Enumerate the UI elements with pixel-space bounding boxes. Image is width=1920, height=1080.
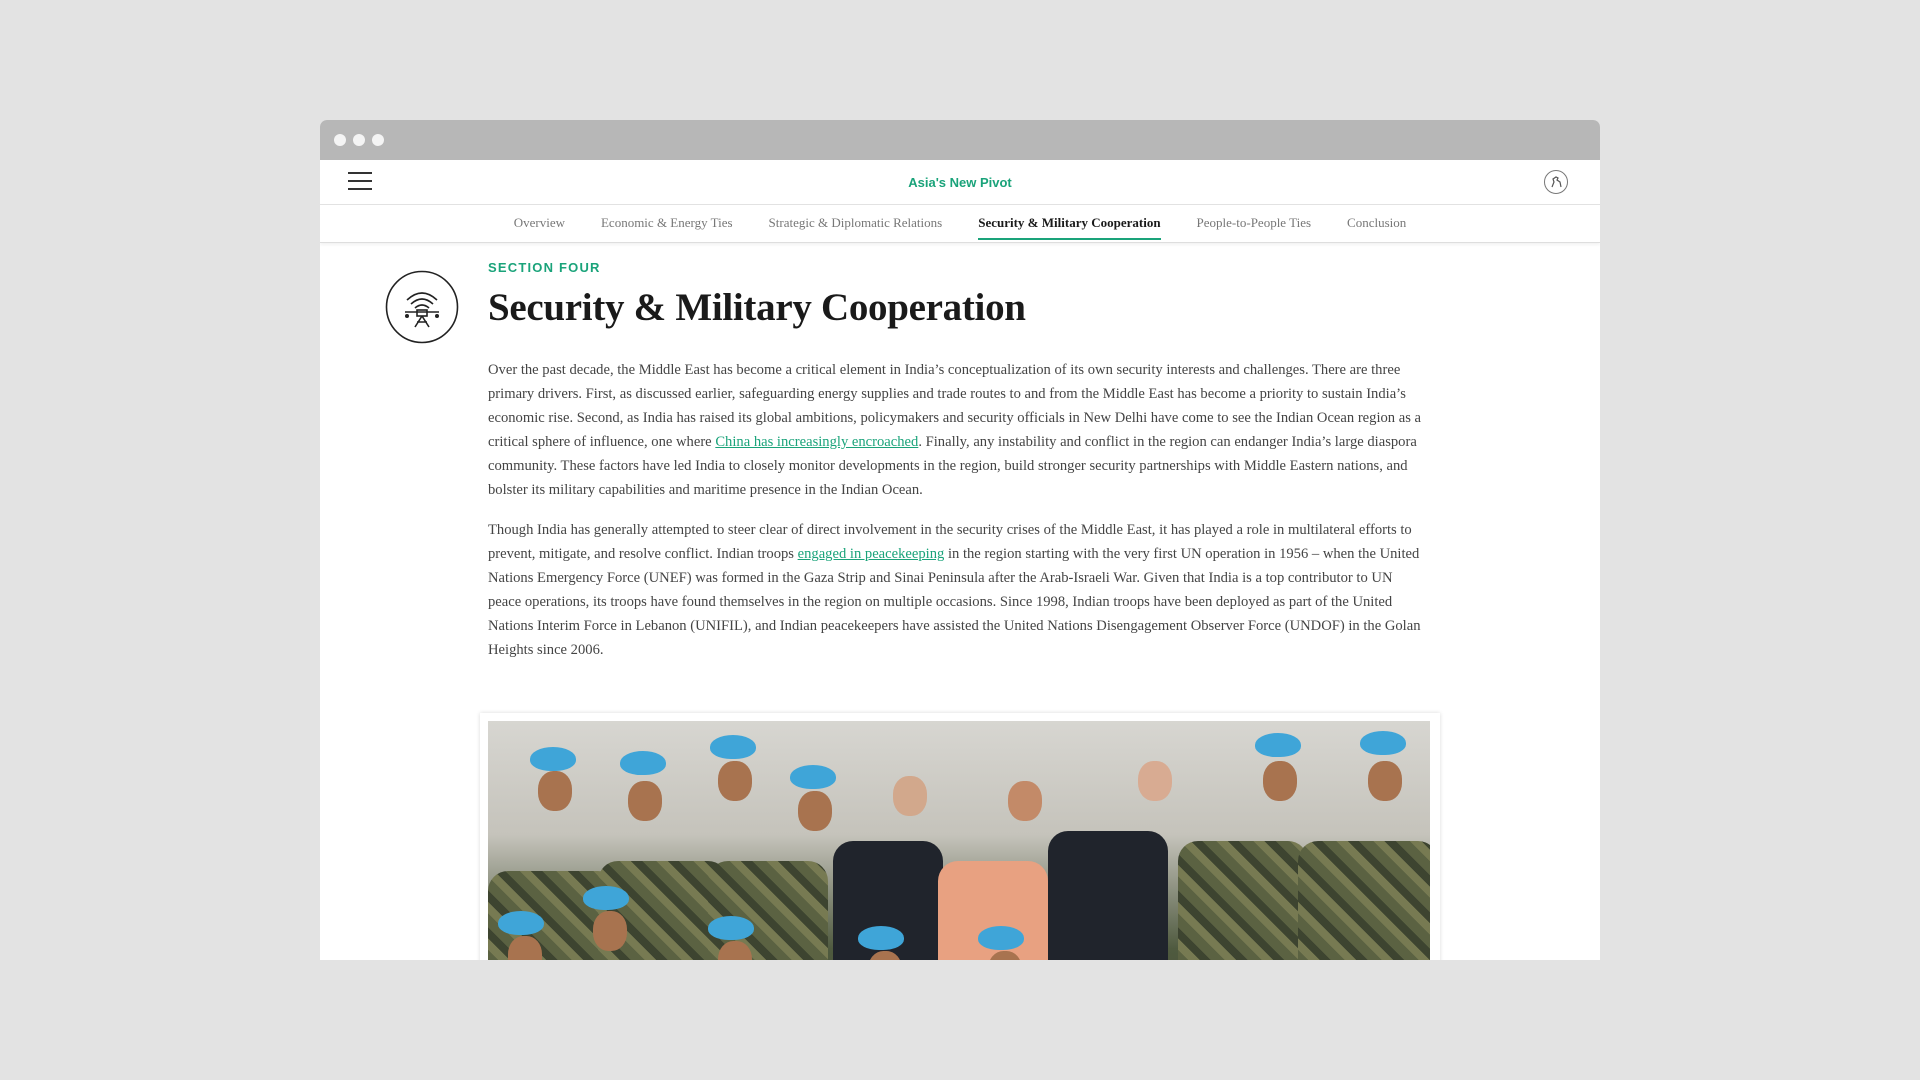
article-paragraph — [488, 358, 1428, 502]
publisher-logo-icon[interactable] — [1544, 170, 1568, 194]
article-figure — [480, 713, 1440, 960]
hamburger-menu-icon[interactable] — [348, 172, 372, 192]
tab-security-military-cooperation[interactable]: Security & Military Cooperation — [978, 207, 1160, 240]
paragraph-text: in the region starting with the very first UN operation in 1956 – when the United Nations Emergency Force (UNEF) was formed in the Gaza Strip and Sinai Peninsula after the Arab-Israeli War. Given that India is a top contributor to UN peace operations, its troops have found themselves in the region on multiple occasions. Since 1998, Indian troops have been deployed as part of the United Nations Interim Force in Lebanon (UNIFIL), and Indian peacekeepers have assisted the United Nations Disengagement Observer Force (UNDOF) in the Golan Heights since 2006. — [488, 546, 1421, 658]
window-titlebar — [320, 120, 1600, 160]
browser-window — [320, 120, 1600, 960]
peacekeepers-photo — [488, 721, 1430, 960]
page-title: Security & Military Cooperation — [488, 286, 1026, 329]
security-drone-icon — [385, 270, 459, 344]
tab-overview[interactable]: Overview — [513, 215, 565, 230]
window-control-dot[interactable] — [353, 134, 365, 146]
paragraph-text: Over the past decade, the Middle East has become a critical element in India’s conceptualization of its own security interests and challenges. There are three primary drivers. First, as discussed earlier, safeguarding energy supplies and trade routes to and from the Middle East has become a priority to sustain India’s economic rise. Second, as India has raised its global ambitions, policymakers and security officials in New Delhi have come to see the Indian Ocean region as a critical sphere of influence, one where — [488, 362, 1422, 450]
article — [488, 260, 1428, 678]
peacekeeping-link[interactable]: engaged in peacekeeping — [797, 546, 945, 562]
window-control-dot[interactable] — [334, 134, 346, 146]
tab-conclusion[interactable]: Conclusion — [1347, 215, 1407, 230]
paragraph-text: Though India has generally attempted to steer clear of direct involvement in the security crises of the Middle East, it has played a role in multilateral efforts to prevent, mitigate, and resolve conflict. Indian troops — [488, 522, 1412, 562]
tab-economic-energy-ties[interactable]: Economic & Energy Ties — [600, 215, 733, 230]
horse-icon — [1549, 175, 1563, 189]
section-tabs — [320, 205, 1600, 243]
china-encroached-link[interactable]: China has increasingly encroached — [715, 434, 919, 450]
tab-people-to-people-ties[interactable]: People-to-People Ties — [1196, 215, 1312, 230]
site-title[interactable]: Asia's New Pivot — [908, 174, 1012, 190]
site-header — [320, 160, 1600, 205]
article-paragraph — [488, 518, 1428, 662]
window-control-dot[interactable] — [372, 134, 384, 146]
tab-strategic-diplomatic-relations[interactable]: Strategic & Diplomatic Relations — [768, 215, 943, 230]
section-eyebrow: SECTION FOUR — [488, 260, 601, 275]
paragraph-text: . Finally, any instability and conflict in the region can endanger India’s large diaspora community. These factors have led India to closely monitor developments in the region, build stronger security partnerships with Middle Eastern nations, and bolster its military capabilities and maritime presence in the Indian Ocean. — [488, 434, 1417, 498]
